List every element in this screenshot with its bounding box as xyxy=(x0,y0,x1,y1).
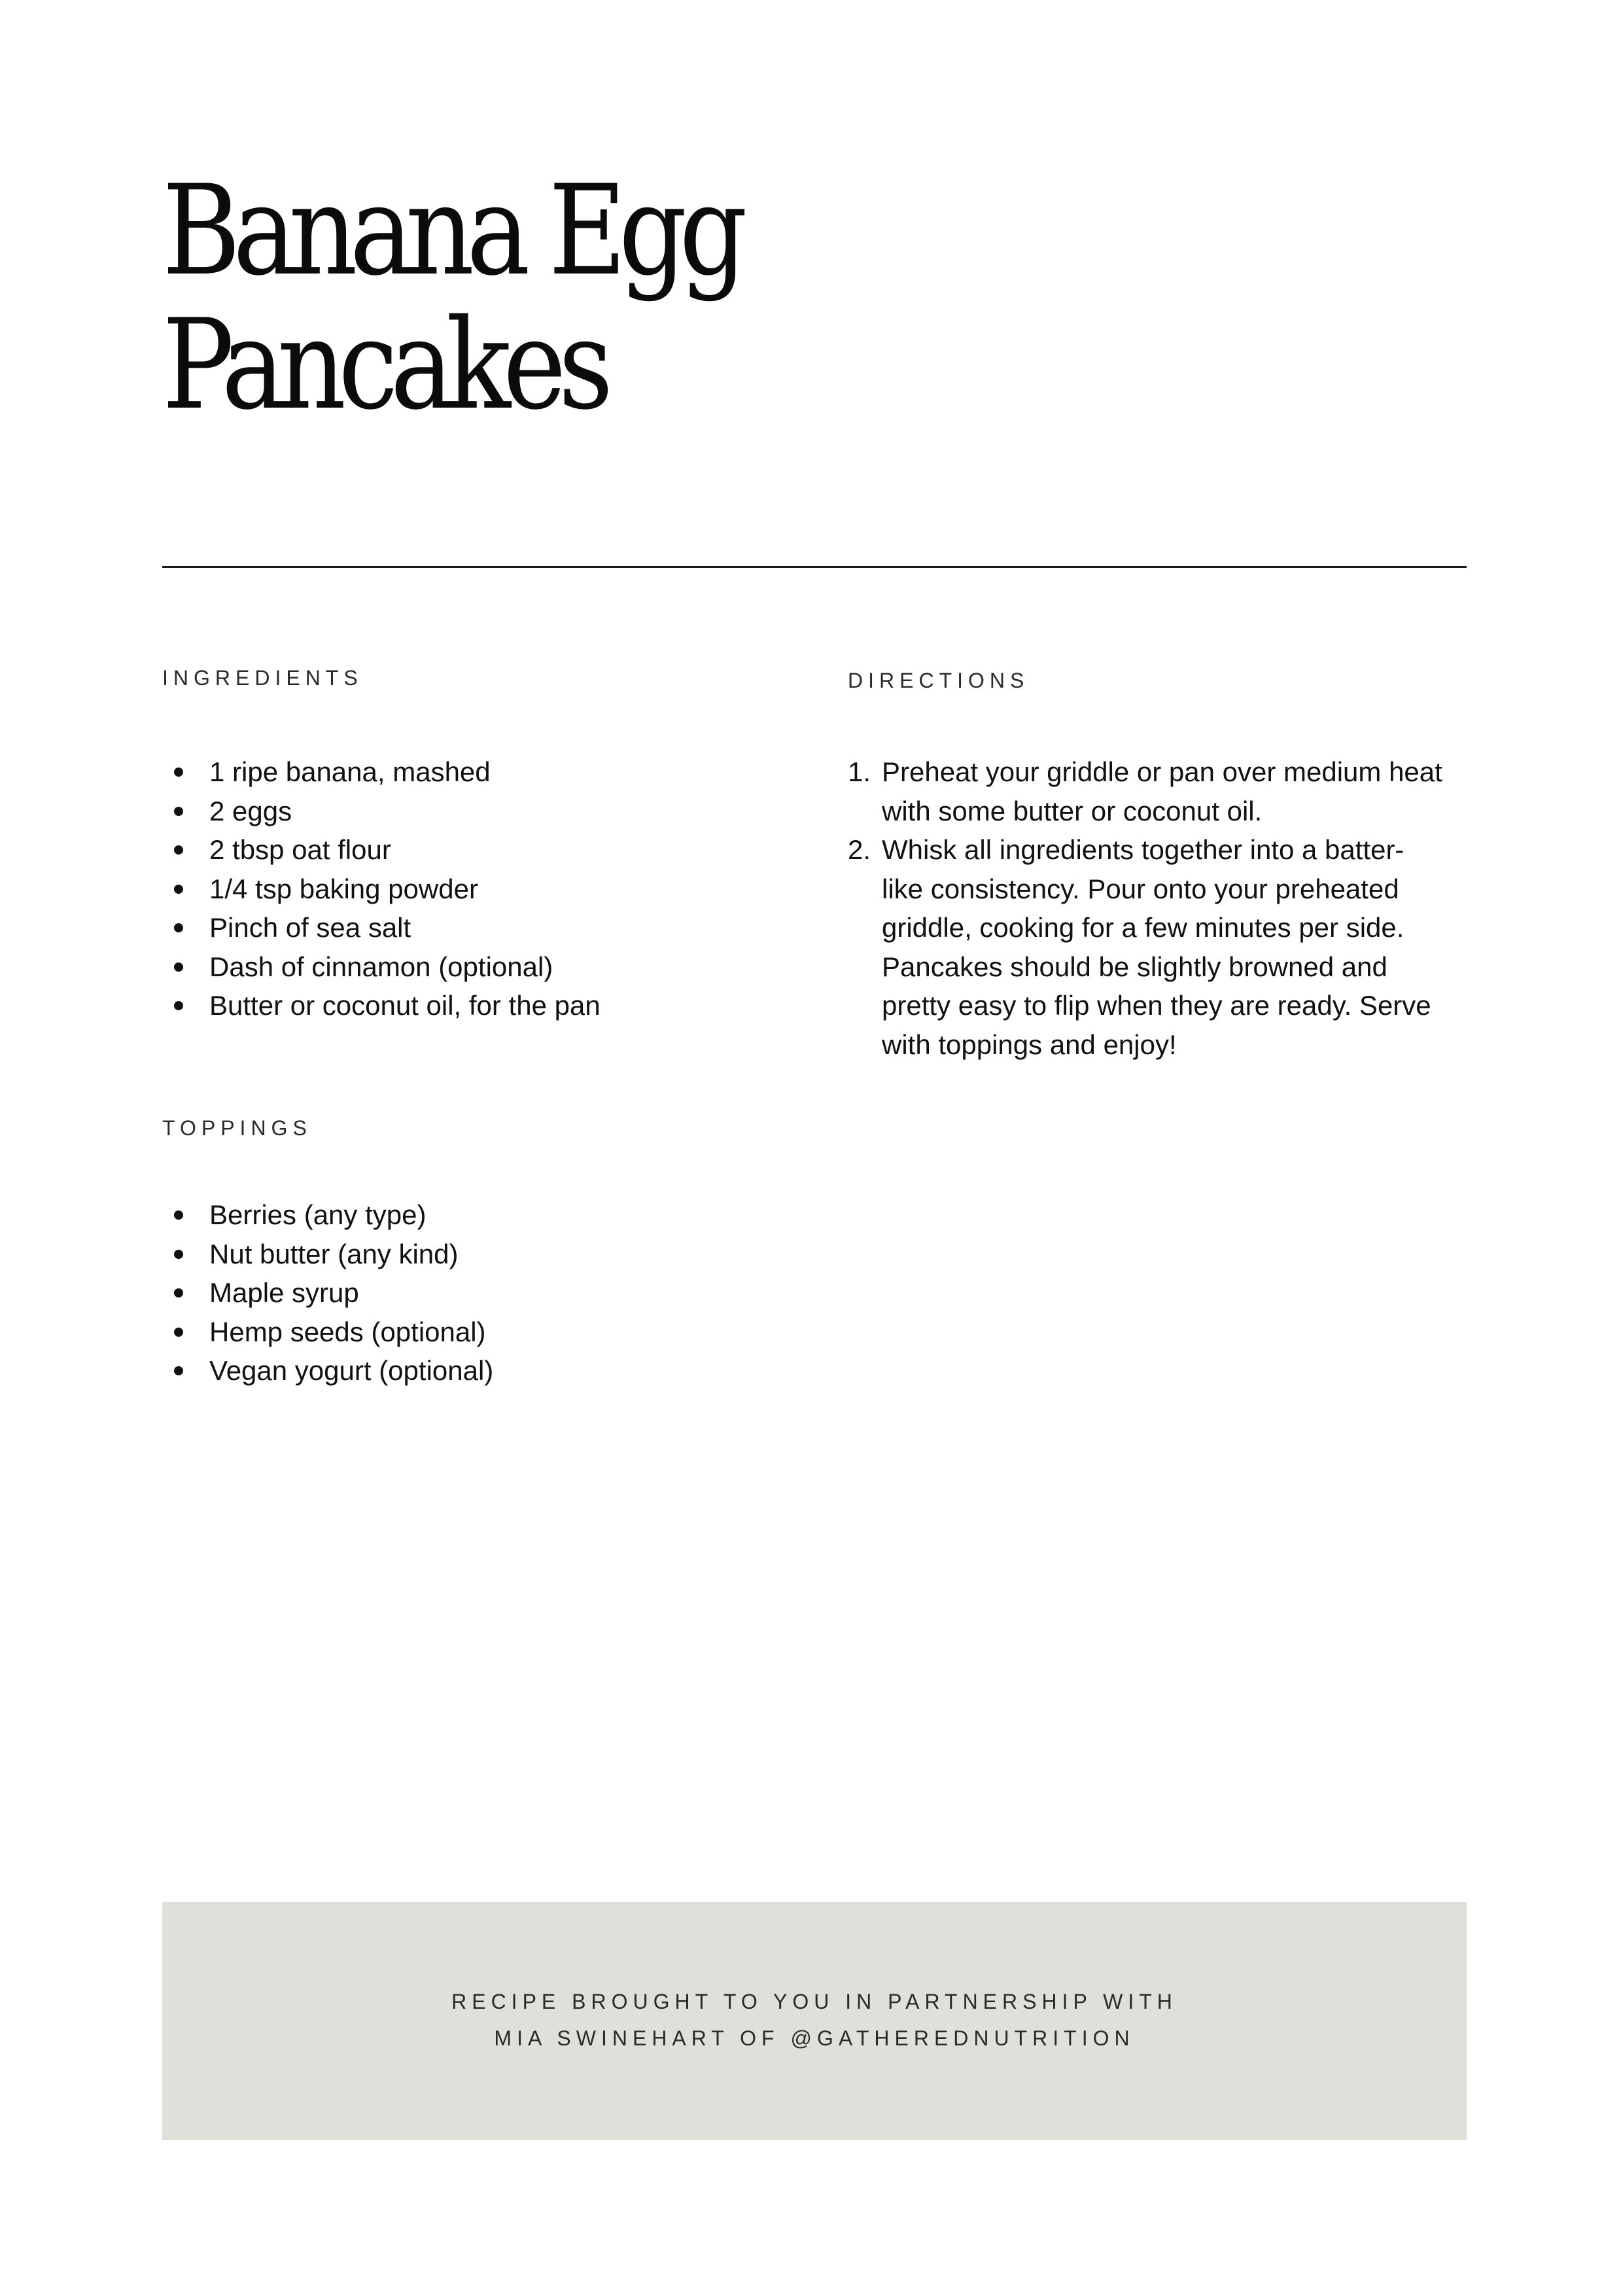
bullet-icon xyxy=(174,768,183,777)
recipe-title-line-2: Pancakes xyxy=(162,292,606,437)
list-item xyxy=(162,1235,816,1274)
list-item xyxy=(162,1195,816,1235)
step-number: 2. xyxy=(848,834,871,865)
list-item xyxy=(162,792,816,831)
list-item xyxy=(162,1351,816,1390)
bullet-icon xyxy=(174,1328,183,1337)
step-line: like consistency. Pour onto your preheated xyxy=(882,873,1399,904)
ingredient-text: Butter or coconut oil, for the pan xyxy=(209,990,601,1021)
bullet-icon xyxy=(174,1250,183,1259)
topping-text: Nut butter (any kind) xyxy=(209,1238,459,1269)
list-item xyxy=(162,830,816,870)
step-line: Whisk all ingredients together into a batter- xyxy=(882,834,1404,865)
step-line: with toppings and enjoy! xyxy=(882,1029,1177,1060)
ingredient-text: 2 tbsp oat flour xyxy=(209,834,391,865)
bullet-icon xyxy=(174,963,183,972)
bullet-icon xyxy=(174,807,183,816)
list-item xyxy=(162,947,816,987)
toppings-list xyxy=(162,1195,816,1390)
directions-list xyxy=(848,752,1469,1064)
step-line: pretty easy to flip when they are ready. Serve xyxy=(882,990,1431,1021)
bullet-icon xyxy=(174,1288,183,1298)
ingredients-heading: INGREDIENTS xyxy=(162,666,363,690)
partnership-footer xyxy=(162,1902,1467,2140)
step-line: Preheat your griddle or pan over medium heat xyxy=(882,756,1442,787)
title-divider xyxy=(162,566,1467,568)
direction-step xyxy=(848,752,1469,830)
list-item xyxy=(162,986,816,1025)
bullet-icon xyxy=(174,1210,183,1220)
step-line: griddle, cooking for a few minutes per side. xyxy=(882,912,1404,943)
topping-text: Hemp seeds (optional) xyxy=(209,1316,486,1347)
directions-heading: DIRECTIONS xyxy=(848,669,1030,692)
topping-text: Maple syrup xyxy=(209,1277,359,1308)
list-item xyxy=(162,870,816,909)
recipe-title xyxy=(162,158,740,437)
bullet-icon xyxy=(174,845,183,855)
ingredient-text: 1 ripe banana, mashed xyxy=(209,756,491,787)
ingredient-text: 1/4 tsp baking powder xyxy=(209,873,478,904)
ingredient-text: 2 eggs xyxy=(209,795,292,826)
list-item xyxy=(162,908,816,947)
recipe-title-line-1: Banana Egg xyxy=(162,158,740,303)
step-line: with some butter or coconut oil. xyxy=(882,795,1263,826)
bullet-icon xyxy=(174,1366,183,1375)
footer-line-1: RECIPE BROUGHT TO YOU IN PARTNERSHIP WITH xyxy=(451,1990,1177,2013)
ingredients-list xyxy=(162,752,816,1025)
list-item xyxy=(162,1273,816,1313)
step-line: Pancakes should be slightly browned and xyxy=(882,951,1387,982)
list-item xyxy=(162,752,816,792)
footer-line-2: MIA SWINEHART OF @GATHEREDNUTRITION xyxy=(494,2026,1135,2050)
ingredient-text: Pinch of sea salt xyxy=(209,912,411,943)
list-item xyxy=(162,1313,816,1352)
ingredient-text: Dash of cinnamon (optional) xyxy=(209,951,553,982)
step-number: 1. xyxy=(848,756,871,787)
bullet-icon xyxy=(174,885,183,894)
bullet-icon xyxy=(174,923,183,932)
topping-text: Berries (any type) xyxy=(209,1199,427,1230)
toppings-heading: TOPPINGS xyxy=(162,1116,312,1140)
direction-step xyxy=(848,830,1469,1064)
topping-text: Vegan yogurt (optional) xyxy=(209,1355,494,1386)
bullet-icon xyxy=(174,1001,183,1010)
